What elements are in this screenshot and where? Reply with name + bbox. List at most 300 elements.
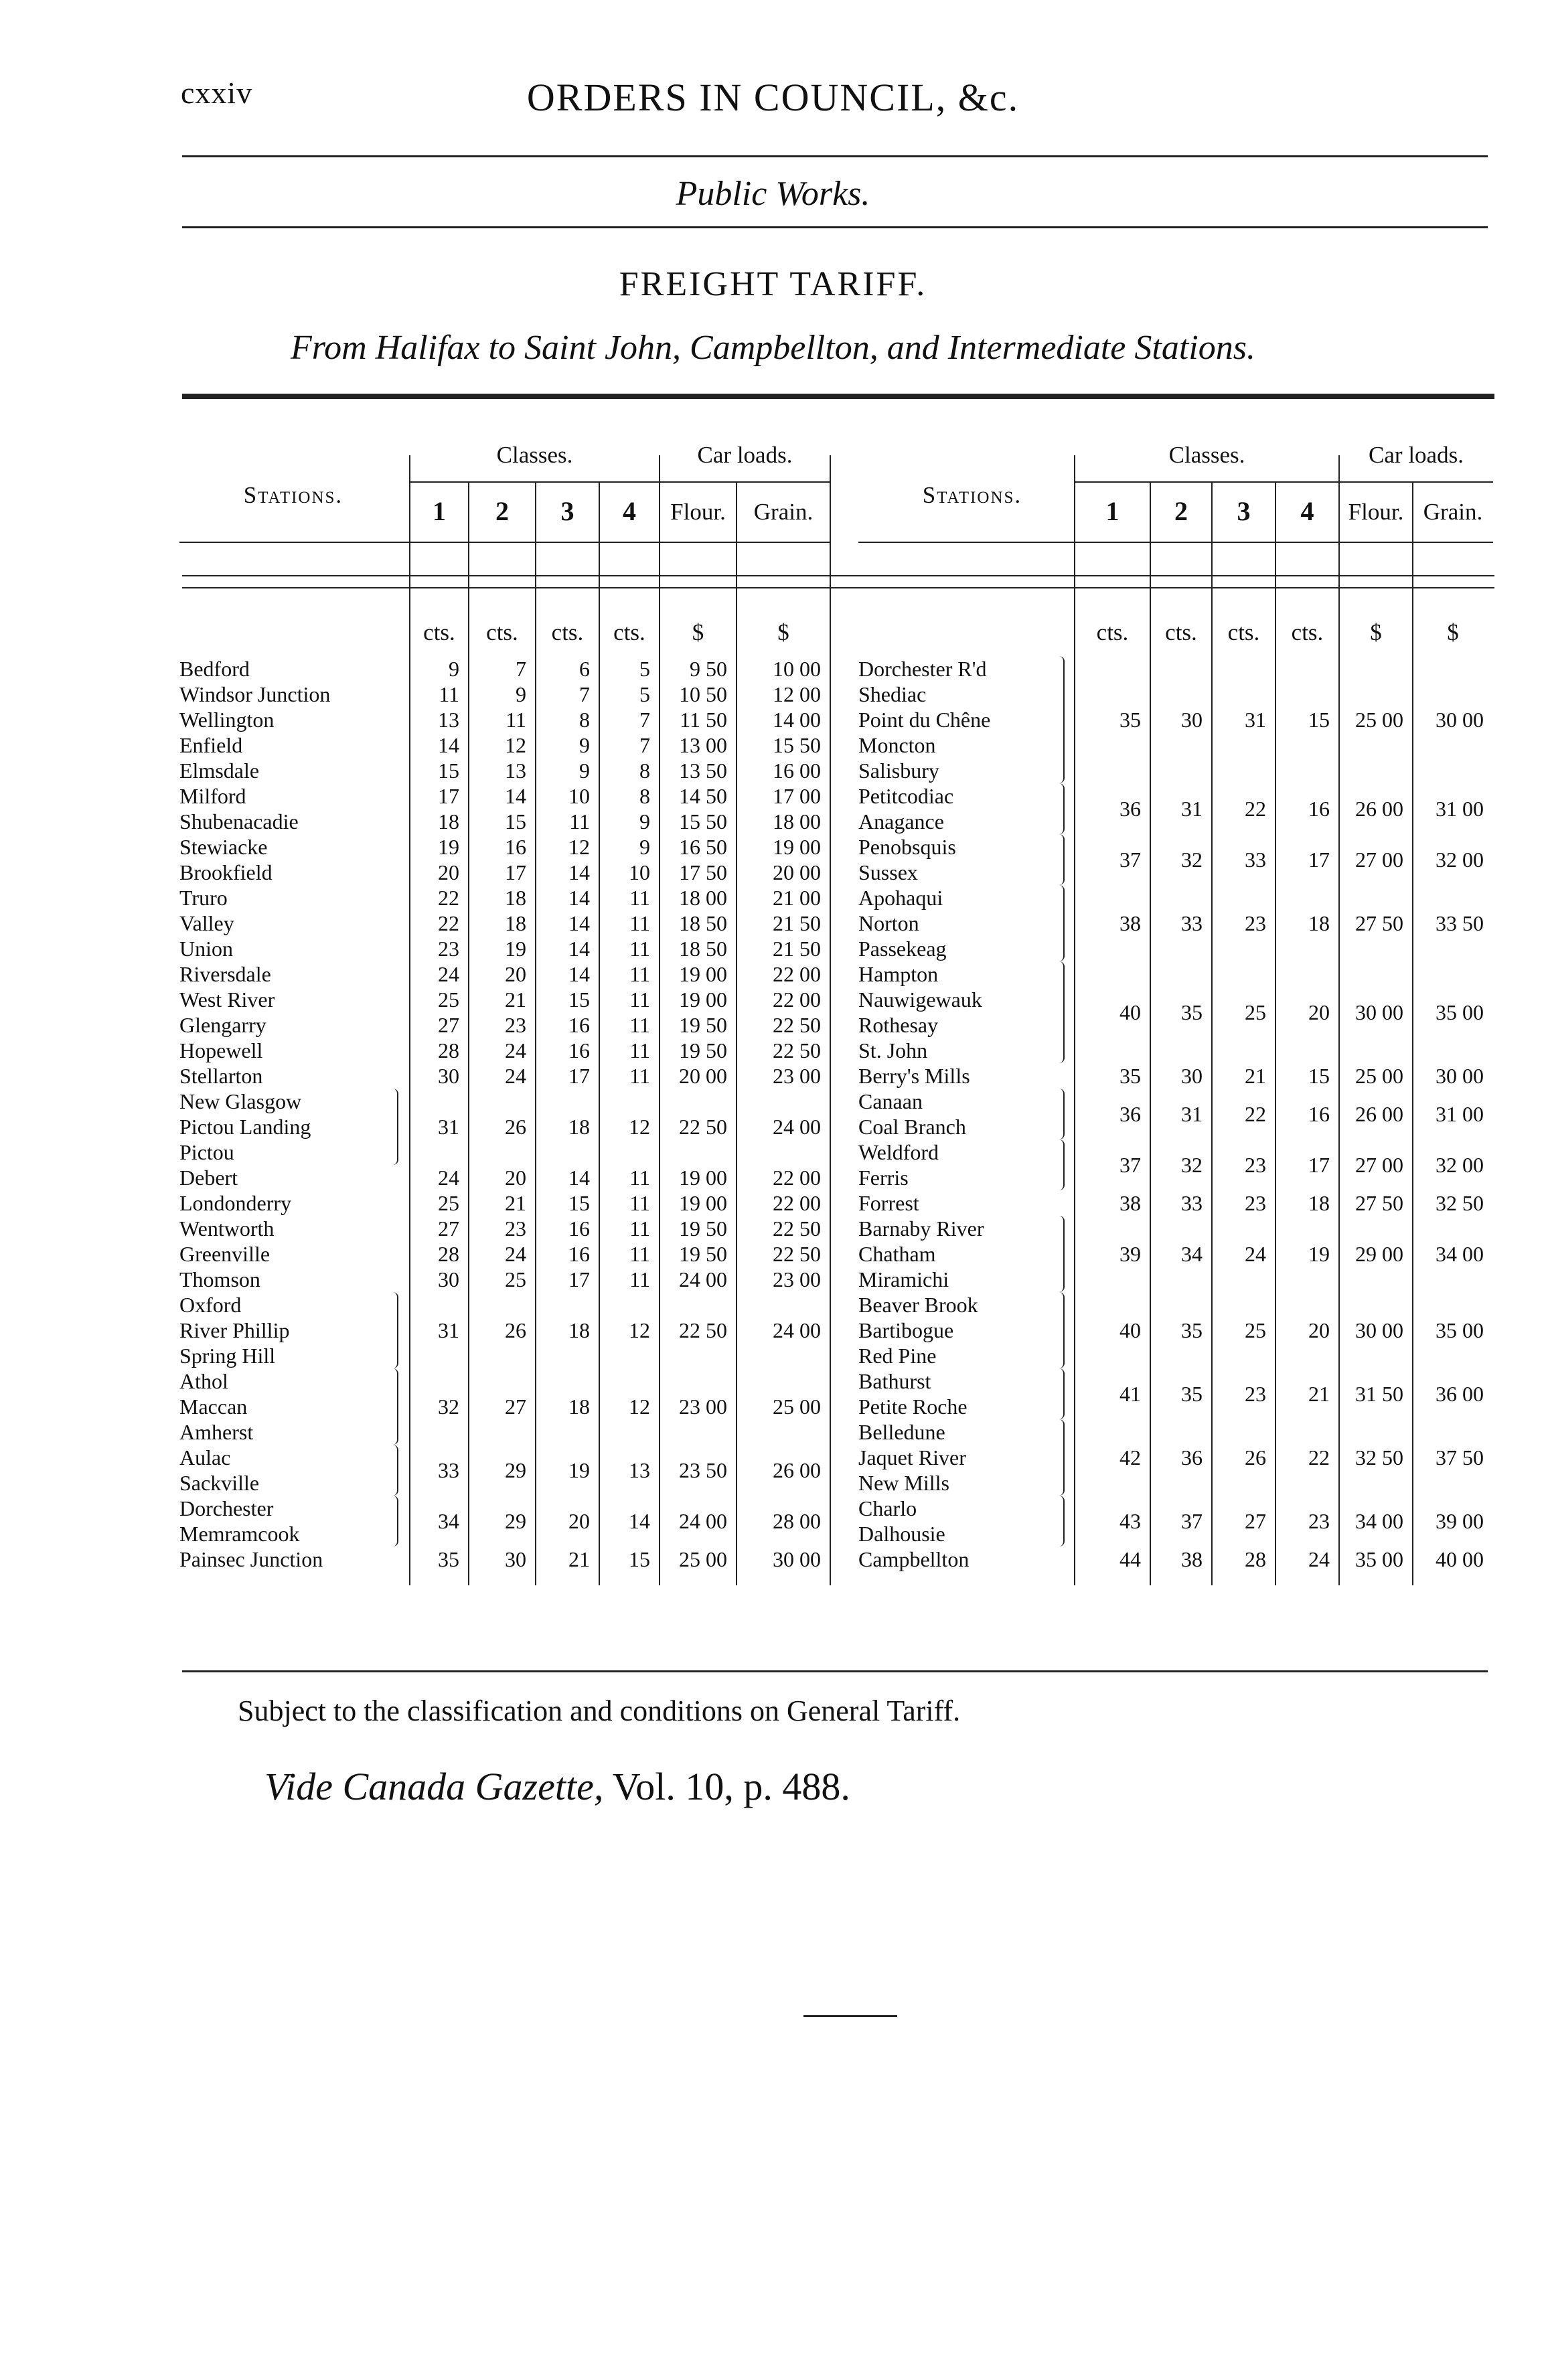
carload-rate: 25 00	[1355, 708, 1403, 732]
carload-rate: 35 00	[1436, 1000, 1484, 1024]
class-rate: 24	[1245, 1242, 1266, 1266]
station-name: Petite Roche	[858, 1395, 968, 1419]
station-name: St. John	[858, 1038, 928, 1062]
class-rate: 31	[1245, 708, 1266, 732]
class-rate: 25	[438, 987, 459, 1012]
station-name: Chatham	[858, 1242, 936, 1266]
station-name: Shediac	[858, 682, 927, 706]
carload-rate: 10 00	[773, 657, 821, 681]
cents-unit-label: cts.	[1227, 619, 1260, 645]
stations-header: Stations.	[243, 482, 343, 508]
class-rate: 25	[505, 1267, 526, 1291]
group-brace	[1059, 783, 1065, 834]
class-rate: 24	[505, 1064, 526, 1088]
carload-rate: 19 50	[679, 1242, 727, 1266]
carload-rate: 26 00	[773, 1458, 821, 1482]
class-rate: 18	[438, 809, 459, 834]
class-rate: 30	[1181, 708, 1203, 732]
station-name: Greenville	[179, 1242, 270, 1266]
group-brace	[1059, 1292, 1065, 1368]
station-name: Berry's Mills	[858, 1064, 970, 1088]
carload-rate: 37 50	[1436, 1445, 1484, 1470]
class-rate: 31	[438, 1115, 459, 1139]
class-rate: 14	[568, 937, 590, 961]
class-rate: 38	[1119, 911, 1141, 935]
group-brace	[1059, 656, 1065, 783]
class-rate: 14	[629, 1509, 650, 1533]
carload-rate: 35 00	[1355, 1547, 1403, 1571]
class-rate: 15	[568, 1191, 590, 1215]
carload-rate: 21 50	[773, 911, 821, 935]
carload-rate: 19 00	[679, 1191, 727, 1215]
class-rate: 18	[568, 1395, 590, 1419]
station-name: Charlo	[858, 1496, 917, 1520]
class-rate: 23	[1245, 1153, 1266, 1177]
carload-rate: 22 50	[679, 1115, 727, 1139]
route-subtitle: From Halifax to Saint John, Campbellton, and Intermediate Stations.	[291, 329, 1255, 367]
group-brace	[1059, 1419, 1065, 1496]
class-rate: 30	[1181, 1064, 1203, 1088]
class-rate: 42	[1119, 1445, 1141, 1470]
station-name: Dalhousie	[858, 1522, 945, 1546]
class-rate: 19	[568, 1458, 590, 1482]
class-rate: 12	[568, 835, 590, 859]
station-name: Pictou Landing	[179, 1115, 311, 1139]
class-rate: 11	[629, 911, 650, 935]
class-rate: 9	[516, 682, 526, 706]
class-rate: 27	[505, 1395, 526, 1419]
class-rate: 24	[438, 962, 459, 986]
class-rate: 26	[505, 1115, 526, 1139]
carload-rate: 22 50	[773, 1242, 821, 1266]
station-name: Londonderry	[179, 1191, 292, 1215]
class-rate: 11	[629, 886, 650, 910]
station-name: Riversdale	[179, 962, 271, 986]
class-rate: 32	[438, 1395, 459, 1419]
class-rate: 36	[1119, 1102, 1141, 1126]
station-name: Point du Chêne	[858, 708, 991, 732]
carload-rate: 22 00	[773, 1166, 821, 1190]
carload-rate: 10 50	[679, 682, 727, 706]
class-rate: 22	[1308, 1445, 1330, 1470]
class-3-header: 3	[1237, 496, 1251, 526]
group-brace	[1059, 1089, 1065, 1139]
class-rate: 17	[1308, 848, 1330, 872]
carload-rate: 20 00	[679, 1064, 727, 1088]
class-rate: 11	[629, 1013, 650, 1037]
station-name: Spring Hill	[179, 1344, 276, 1368]
class-rate: 40	[1119, 1000, 1141, 1024]
carload-rate: 18 00	[679, 886, 727, 910]
class-rate: 44	[1119, 1547, 1141, 1571]
tariff-title: FREIGHT TARIFF.	[619, 265, 927, 303]
station-name: Truro	[179, 886, 228, 910]
carload-rate: 22 50	[773, 1216, 821, 1241]
class-rate: 37	[1119, 848, 1141, 872]
class-rate: 15	[1308, 708, 1330, 732]
class-rate: 22	[438, 886, 459, 910]
station-name: West River	[179, 987, 275, 1012]
class-rate: 12	[505, 733, 526, 757]
class-rate: 16	[1308, 797, 1330, 821]
station-name: Athol	[179, 1369, 228, 1393]
class-rate: 21	[1245, 1064, 1266, 1088]
class-rate: 33	[1245, 848, 1266, 872]
carload-rate: 22 50	[773, 1013, 821, 1037]
dollars-unit-label: $	[777, 619, 789, 645]
class-3-header: 3	[560, 496, 574, 526]
class-rate: 38	[1181, 1547, 1203, 1571]
group-brace	[393, 1445, 398, 1496]
car-loads-header: Car loads.	[1369, 442, 1464, 468]
class-rate: 34	[1181, 1242, 1203, 1266]
class-rate: 8	[639, 759, 650, 783]
class-rate: 11	[629, 987, 650, 1012]
cents-unit-label: cts.	[551, 619, 584, 645]
carload-rate: 32 00	[1436, 1153, 1484, 1177]
carload-rate: 27 50	[1355, 1191, 1403, 1215]
running-title: ORDERS IN COUNCIL, &c.	[526, 76, 1020, 119]
gazette-reference	[264, 1764, 850, 1809]
station-name: Windsor Junction	[179, 682, 331, 706]
class-rate: 30	[438, 1064, 459, 1088]
carload-rate: 19 00	[679, 962, 727, 986]
station-name: Bartibogue	[858, 1318, 954, 1342]
carload-rate: 39 00	[1436, 1509, 1484, 1533]
class-rate: 35	[1181, 1382, 1203, 1406]
carload-rate: 22 50	[773, 1038, 821, 1062]
class-rate: 9	[579, 733, 590, 757]
station-name: Brookfield	[179, 860, 273, 884]
dollars-unit-label: $	[1370, 619, 1382, 645]
station-name: Passekeag	[858, 937, 947, 961]
class-rate: 39	[1119, 1242, 1141, 1266]
carload-rate: 27 50	[1355, 911, 1403, 935]
class-rate: 15	[438, 759, 459, 783]
class-rate: 13	[438, 708, 459, 732]
carload-rate: 22 50	[679, 1318, 727, 1342]
class-rate: 28	[1245, 1547, 1266, 1571]
carload-rate: 23 00	[773, 1064, 821, 1088]
class-rate: 11	[506, 708, 526, 732]
class-rate: 21	[505, 1191, 526, 1215]
carload-rate: 31 00	[1436, 1102, 1484, 1126]
class-rate: 21	[1308, 1382, 1330, 1406]
station-name: Glengarry	[179, 1013, 266, 1037]
carload-rate: 21 50	[773, 937, 821, 961]
carload-rate: 26 00	[1355, 1102, 1403, 1126]
station-name: Moncton	[858, 733, 936, 757]
station-name: Petitcodiac	[858, 784, 954, 808]
carload-rate: 33 50	[1436, 911, 1484, 935]
station-name: Beaver Brook	[858, 1293, 978, 1317]
class-rate: 27	[438, 1216, 459, 1241]
station-name: Red Pine	[858, 1344, 937, 1368]
station-name: Nauwigewauk	[858, 987, 982, 1012]
carload-rate: 18 50	[679, 937, 727, 961]
class-rate: 34	[438, 1509, 459, 1533]
class-rate: 14	[568, 911, 590, 935]
group-brace	[393, 1368, 398, 1445]
class-rate: 14	[438, 733, 459, 757]
station-name: Stellarton	[179, 1064, 263, 1088]
class-rate: 16	[1308, 1102, 1330, 1126]
station-name: Enfield	[179, 733, 243, 757]
carload-rate: 14 50	[679, 784, 727, 808]
class-rate: 24	[438, 1166, 459, 1190]
class-rate: 14	[568, 1166, 590, 1190]
station-name: Wentworth	[179, 1216, 275, 1241]
carload-rate: 19 50	[679, 1038, 727, 1062]
class-rate: 11	[629, 1267, 650, 1291]
class-rate: 41	[1119, 1382, 1141, 1406]
carload-rate: 36 00	[1436, 1382, 1484, 1406]
station-name: Pictou	[179, 1140, 234, 1164]
class-rate: 14	[568, 886, 590, 910]
class-rate: 15	[505, 809, 526, 834]
class-rate: 28	[438, 1242, 459, 1266]
class-rate: 33	[1181, 911, 1203, 935]
cents-unit-label: cts.	[486, 619, 518, 645]
carload-rate: 19 50	[679, 1216, 727, 1241]
carload-rate: 16 00	[773, 759, 821, 783]
station-name: River Phillip	[179, 1318, 290, 1342]
class-rate: 24	[505, 1242, 526, 1266]
station-name: Bathurst	[858, 1369, 931, 1393]
station-name: Oxford	[179, 1293, 242, 1317]
station-name: Forrest	[858, 1191, 919, 1215]
class-rate: 17	[438, 784, 459, 808]
station-name: Penobsquis	[858, 835, 956, 859]
class-rate: 11	[629, 1216, 650, 1241]
station-name: Amherst	[179, 1420, 254, 1444]
class-rate: 12	[629, 1395, 650, 1419]
class-rate: 19	[1308, 1242, 1330, 1266]
dollars-unit-label: $	[1447, 619, 1459, 645]
class-rate: 16	[568, 1242, 590, 1266]
class-rate: 23	[1308, 1509, 1330, 1533]
class-rate: 19	[438, 835, 459, 859]
class-4-header: 4	[1300, 496, 1314, 526]
class-rate: 25	[438, 1191, 459, 1215]
class-rate: 31	[1181, 1102, 1203, 1126]
carload-rate: 30 00	[1355, 1000, 1403, 1024]
grain-header: Grain.	[1423, 499, 1483, 525]
class-rate: 27	[1245, 1509, 1266, 1533]
station-name: New Mills	[858, 1471, 949, 1495]
carload-rate: 9 50	[690, 657, 727, 681]
carload-rate: 34 00	[1436, 1242, 1484, 1266]
class-rate: 16	[568, 1216, 590, 1241]
class-rate: 35	[1119, 1064, 1141, 1088]
class-rate: 5	[639, 657, 650, 681]
class-2-header: 2	[495, 496, 509, 526]
class-rate: 14	[568, 962, 590, 986]
cents-unit-label: cts.	[1291, 619, 1324, 645]
class-rate: 24	[1308, 1547, 1330, 1571]
group-brace	[1059, 885, 1065, 961]
station-name: Thomson	[179, 1267, 260, 1291]
station-name: Hopewell	[179, 1038, 263, 1062]
class-rate: 18	[1308, 1191, 1330, 1215]
rule-table-top	[182, 394, 1494, 399]
station-name: Dorchester	[179, 1496, 274, 1520]
car-loads-header: Car loads.	[697, 442, 793, 468]
carload-rate: 13 00	[679, 733, 727, 757]
class-rate: 36	[1181, 1445, 1203, 1470]
station-name: Ferris	[858, 1166, 909, 1190]
class-rate: 23	[505, 1013, 526, 1037]
class-rate: 31	[1181, 797, 1203, 821]
station-name: Rothesay	[858, 1013, 939, 1037]
class-1-header: 1	[433, 496, 446, 526]
class-rate: 8	[639, 784, 650, 808]
station-name: Milford	[179, 784, 246, 808]
class-rate: 32	[1181, 1153, 1203, 1177]
class-rate: 21	[568, 1547, 590, 1571]
carload-rate: 14 00	[773, 708, 821, 732]
carload-rate: 27 00	[1355, 1153, 1403, 1177]
station-name: Stewiacke	[179, 835, 268, 859]
carload-rate: 18 00	[773, 809, 821, 834]
carload-rate: 15 50	[679, 809, 727, 834]
carload-rate: 17 00	[773, 784, 821, 808]
group-brace	[393, 1292, 398, 1368]
class-rate: 7	[639, 733, 650, 757]
carload-rate: 26 00	[1355, 797, 1403, 821]
carload-rate: 24 00	[773, 1115, 821, 1139]
grain-header: Grain.	[753, 499, 814, 525]
station-name: Elmsdale	[179, 759, 260, 783]
reference-vide: Vide	[264, 1765, 333, 1808]
class-rate: 25	[1245, 1000, 1266, 1024]
class-rate: 13	[629, 1458, 650, 1482]
cents-unit-label: cts.	[1165, 619, 1197, 645]
group-brace	[1059, 1368, 1065, 1419]
class-rate: 23	[505, 1216, 526, 1241]
class-rate: 22	[438, 911, 459, 935]
class-rate: 9	[639, 835, 650, 859]
class-rate: 15	[629, 1547, 650, 1571]
station-name: Debert	[179, 1166, 238, 1190]
carload-rate: 30 00	[1355, 1318, 1403, 1342]
carload-rate: 20 00	[773, 860, 821, 884]
class-rate: 40	[1119, 1318, 1141, 1342]
footnote: Subject to the classification and conditions on General Tariff.	[238, 1694, 961, 1727]
station-name: Painsec Junction	[179, 1547, 323, 1571]
station-name: Miramichi	[858, 1267, 949, 1291]
carload-rate: 22 00	[773, 1191, 821, 1215]
group-brace	[1059, 834, 1065, 885]
class-rate: 37	[1119, 1153, 1141, 1177]
carload-rate: 17 50	[679, 860, 727, 884]
class-rate: 17	[568, 1064, 590, 1088]
carload-rate: 28 00	[773, 1509, 821, 1533]
class-rate: 33	[1181, 1191, 1203, 1215]
class-rate: 12	[629, 1115, 650, 1139]
carload-rate: 16 50	[679, 835, 727, 859]
station-name: Barnaby River	[858, 1216, 984, 1241]
class-rate: 14	[505, 784, 526, 808]
rule-section	[182, 226, 1488, 228]
carload-rate: 22 00	[773, 962, 821, 986]
station-name: Aulac	[179, 1445, 231, 1470]
station-name: Jaquet River	[858, 1445, 966, 1470]
class-rate: 20	[1308, 1318, 1330, 1342]
station-name: Apohaqui	[858, 886, 943, 910]
station-name: Valley	[179, 911, 234, 935]
classes-header: Classes.	[1168, 442, 1245, 468]
carload-rate: 15 50	[773, 733, 821, 757]
class-rate: 28	[438, 1038, 459, 1062]
carload-rate: 40 00	[1436, 1547, 1484, 1571]
class-rate: 25	[1245, 1318, 1266, 1342]
class-rate: 35	[438, 1547, 459, 1571]
flour-header: Flour.	[670, 499, 726, 525]
classes-header: Classes.	[496, 442, 573, 468]
cents-unit-label: cts.	[613, 619, 645, 645]
carload-rate: 12 00	[773, 682, 821, 706]
station-name: Sussex	[858, 860, 918, 884]
class-rate: 7	[639, 708, 650, 732]
class-rate: 23	[1245, 1382, 1266, 1406]
class-rate: 8	[579, 708, 590, 732]
class-rate: 6	[579, 657, 590, 681]
class-rate: 18	[1308, 911, 1330, 935]
station-name: Campbellton	[858, 1547, 970, 1571]
carload-rate: 24 00	[679, 1509, 727, 1533]
class-rate: 22	[1245, 797, 1266, 821]
carload-rate: 32 50	[1436, 1191, 1484, 1215]
station-name: Canaan	[858, 1089, 923, 1113]
carload-rate: 25 00	[679, 1547, 727, 1571]
class-rate: 23	[1245, 911, 1266, 935]
class-rate: 23	[1245, 1191, 1266, 1215]
class-rate: 20	[505, 962, 526, 986]
class-rate: 15	[1308, 1064, 1330, 1088]
page-folio: cxxiv	[181, 76, 253, 110]
station-name: Wellington	[179, 708, 275, 732]
carload-rate: 34 00	[1355, 1509, 1403, 1533]
station-name: Hampton	[858, 962, 939, 986]
cents-unit-label: cts.	[1096, 619, 1129, 645]
carload-rate: 13 50	[679, 759, 727, 783]
class-rate: 13	[505, 759, 526, 783]
class-rate: 18	[505, 911, 526, 935]
class-rate: 11	[629, 1166, 650, 1190]
class-rate: 9	[639, 809, 650, 834]
class-rate: 17	[505, 860, 526, 884]
class-rate: 27	[438, 1013, 459, 1037]
class-4-header: 4	[623, 496, 636, 526]
carload-rate: 32 00	[1436, 848, 1484, 872]
class-rate: 29	[505, 1509, 526, 1533]
class-rate: 20	[568, 1509, 590, 1533]
carload-rate: 24 00	[679, 1267, 727, 1291]
carload-rate: 18 50	[679, 911, 727, 935]
carload-rate: 22 00	[773, 987, 821, 1012]
carload-rate: 32 50	[1355, 1445, 1403, 1470]
class-rate: 36	[1119, 797, 1141, 821]
carload-rate: 23 00	[773, 1267, 821, 1291]
class-rate: 11	[629, 1242, 650, 1266]
class-rate: 30	[505, 1547, 526, 1571]
class-rate: 15	[568, 987, 590, 1012]
carload-rate: 19 50	[679, 1013, 727, 1037]
class-rate: 11	[629, 937, 650, 961]
class-rate: 10	[629, 860, 650, 884]
class-rate: 30	[438, 1267, 459, 1291]
